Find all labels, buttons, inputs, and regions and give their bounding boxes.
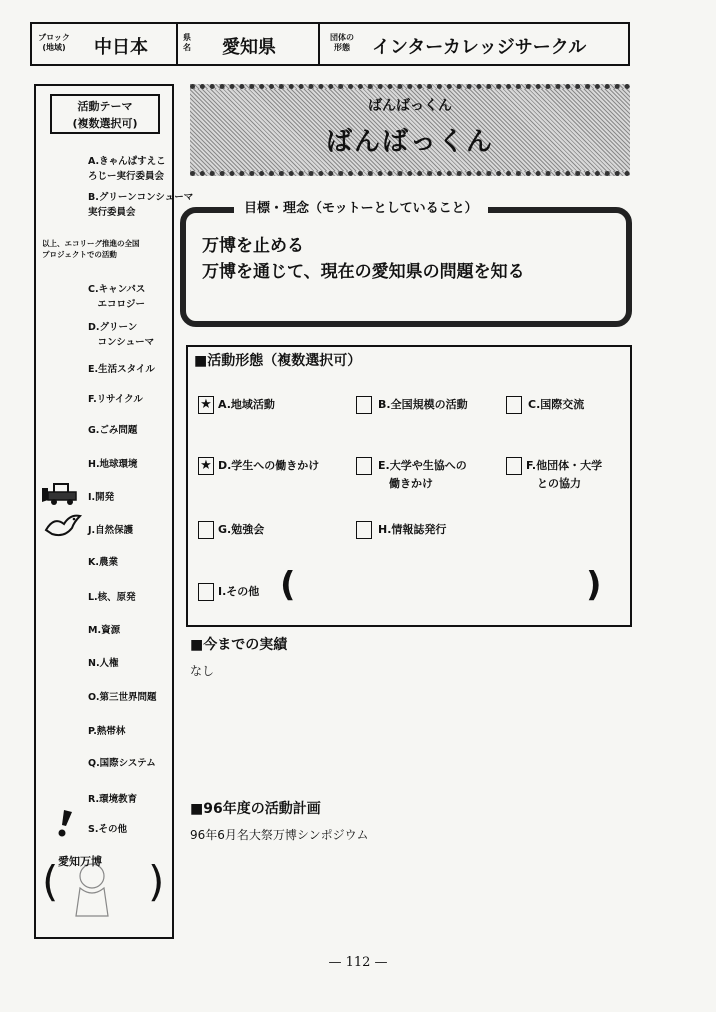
other-close-paren: ) <box>148 857 165 906</box>
theme-item-f: F.リサイクル <box>88 394 143 405</box>
prefecture-cell <box>178 24 320 64</box>
page-number: — 112 — <box>328 955 388 970</box>
goal-heading: 目標・理念（モットーとしていること） <box>234 197 488 216</box>
theme-item-h: H.地球環境 <box>88 459 138 470</box>
group-name-title: ばんばっくん <box>325 127 494 157</box>
option-a-checkbox[interactable]: ★ <box>198 396 214 414</box>
plan-body: 96年6月名大祭万博シンポジウム <box>190 828 369 842</box>
theme-item-s: S.その他 <box>88 824 127 835</box>
theme-item-j: J.自然保護 <box>88 525 134 536</box>
theme-item-b: B.グリーンコンシューマ 実行委員会 <box>88 192 194 218</box>
theme-note: 以上、エコリーグ推進の全国 プロジェクトでの活動 <box>42 239 140 259</box>
option-i-label: I.その他 <box>218 585 260 598</box>
theme-item-o: O.第三世界問題 <box>88 692 157 703</box>
group-name-banner <box>190 84 630 176</box>
theme-item-r: R.環境教育 <box>88 794 138 805</box>
option-d-label: D.学生への働きかけ <box>218 459 320 472</box>
option-c-checkbox[interactable] <box>506 396 522 414</box>
activity-heading: ■活動形態（複数選択可） <box>194 353 362 369</box>
option-e-label: E.大学や生協への 働きかけ <box>378 459 467 490</box>
type-value: インターカレッジサークル <box>372 37 587 58</box>
header-table <box>30 22 630 66</box>
theme-item-e: E.生活スタイル <box>88 364 155 375</box>
exclamation-icon <box>52 808 78 838</box>
type-label: 団体の 形態 <box>330 33 354 52</box>
theme-item-g: G.ごみ問題 <box>88 425 138 436</box>
theme-item-k: K.農業 <box>88 557 118 568</box>
plan-heading: ■96年度の活動計画 <box>190 801 321 817</box>
other-open-paren: ( <box>42 857 59 906</box>
option-b-label: B.全国規模の活動 <box>378 398 468 411</box>
option-c-label: C.国際交流 <box>528 398 585 411</box>
option-g-label: G.勉強会 <box>218 523 265 536</box>
block-cell <box>32 24 178 64</box>
prefecture-label: 県 名 <box>183 33 191 52</box>
type-cell <box>320 24 628 64</box>
goal-line-1: 万博を止める <box>202 236 304 256</box>
theme-item-d: D.グリーン コンシューマ <box>88 322 155 348</box>
option-f-label: F.他団体・大学 との協力 <box>526 459 603 490</box>
theme-item-a: A.きゃんぱすえこ ろじー実行委員会 <box>88 156 166 182</box>
goal-line-2: 万博を通じて、現在の愛知県の問題を知る <box>202 262 525 282</box>
activity-form <box>186 345 632 627</box>
option-h-label: H.情報誌発行 <box>378 523 447 536</box>
prefecture-value: 愛知県 <box>222 37 276 58</box>
option-h-checkbox[interactable] <box>356 521 372 539</box>
theme-item-n: N.人権 <box>88 658 119 669</box>
theme-item-q: Q.国際システム <box>88 758 156 769</box>
group-name-ruby: ばんばっくん <box>368 98 452 114</box>
theme-other-value: 愛知万博 <box>58 855 102 868</box>
option-e-checkbox[interactable] <box>356 457 372 475</box>
theme-item-p: P.熱帯林 <box>88 726 126 737</box>
option-a-label: A.地域活動 <box>218 398 275 411</box>
option-g-checkbox[interactable] <box>198 521 214 539</box>
theme-item-m: M.資源 <box>88 625 121 636</box>
other-open-paren-activity: ( <box>280 565 296 605</box>
theme-item-c: C.キャンパス エコロジー <box>88 284 146 310</box>
bulldozer-icon <box>40 480 82 506</box>
goal-box <box>180 201 632 327</box>
block-value: 中日本 <box>94 37 148 58</box>
theme-title: 活動テーマ (複数選択可) <box>50 94 160 134</box>
record-body: なし <box>190 664 215 678</box>
bird-icon <box>44 512 84 538</box>
other-close-paren-activity: ) <box>586 565 602 605</box>
option-b-checkbox[interactable] <box>356 396 372 414</box>
option-f-checkbox[interactable] <box>506 457 522 475</box>
theme-item-i: I.開発 <box>88 492 115 503</box>
option-d-checkbox[interactable]: ★ <box>198 457 214 475</box>
record-heading: ■今までの実績 <box>190 637 288 653</box>
activity-theme-sidebar <box>34 84 194 939</box>
option-i-checkbox[interactable] <box>198 583 214 601</box>
theme-item-l: L.核、原発 <box>88 592 136 603</box>
block-label: ブロック (地域) <box>38 33 70 52</box>
